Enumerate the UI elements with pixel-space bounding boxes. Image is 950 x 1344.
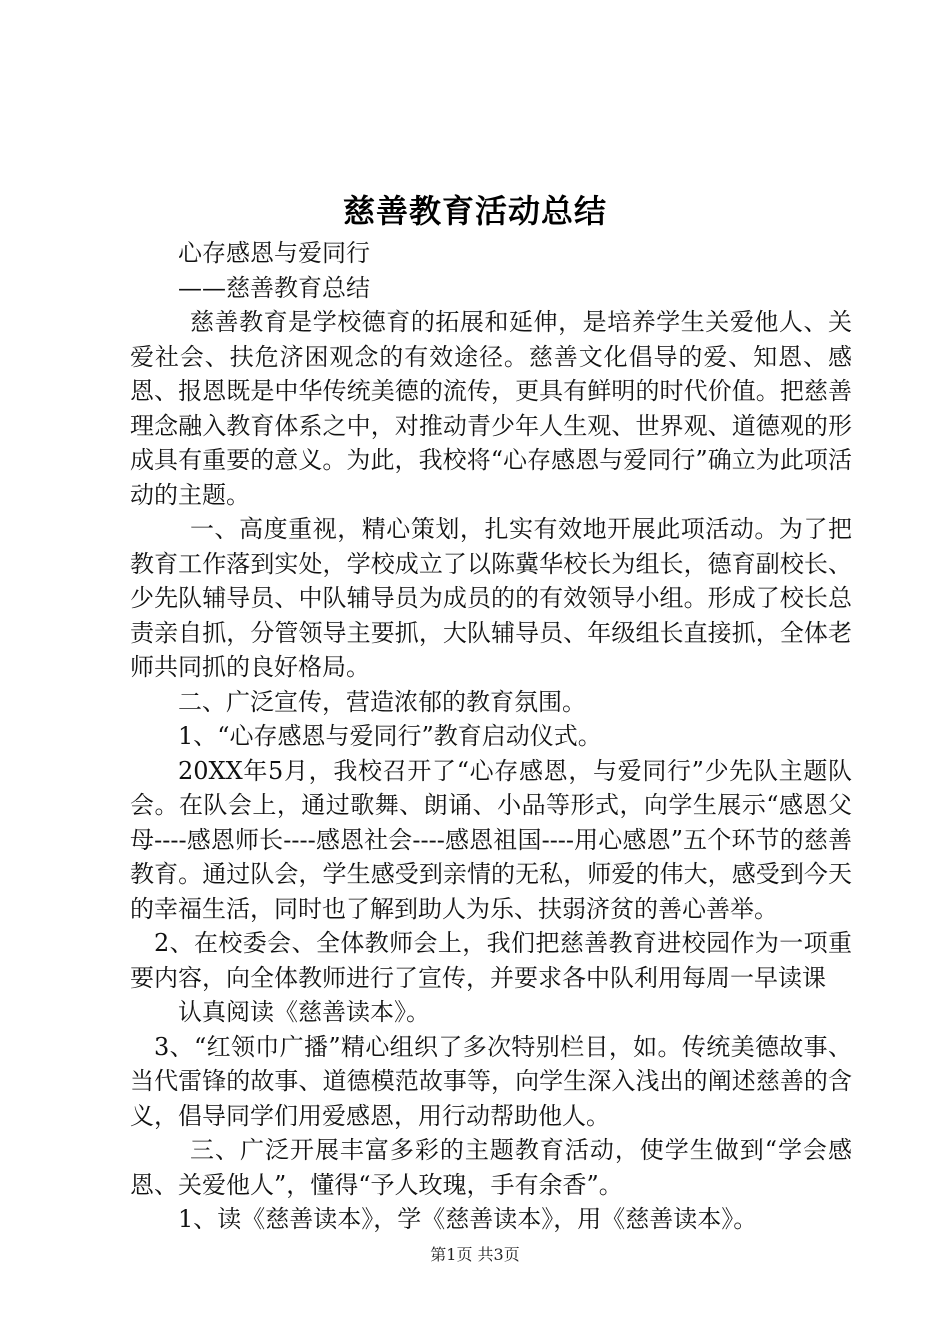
body-paragraph: 1、读《慈善读本》，学《慈善读本》，用《慈善读本》。 (178, 1205, 758, 1233)
body-paragraph: 认真阅读《慈善读本》。 (178, 998, 430, 1026)
body-paragraph: 慈善教育是学校德育的拓展和延伸，是培养学生关爱他人、关爱社会、扶危济困观念的有效途径。慈善文化倡导的爱、知恩、感恩、报恩既是中华传统美德的流传，更具有鲜明的时代价值。把慈善理念融入教育体系之中，对推动青少年人生观、世界观、道德观的形成具有重要的意义。为此，我校将“心存感恩与爱同行”确立为此项活动的主题。 (130, 308, 852, 509)
body-paragraph: 1、“心存感恩与爱同行”教育启动仪式。 (178, 722, 602, 750)
section-heading: 三、广泛开展丰富多彩的主题教育活动，使学生做到“学会感恩、关爱他人”，懂得“予人玫瑰，手有余香”。 (130, 1136, 852, 1199)
document-body (130, 236, 852, 1237)
body-paragraph: 2、在校委会、全体教师会上，我们把慈善教育进校园作为一项重要内容，向全体教师进行了宣传，并要求各中队利用每周一早读课 (130, 929, 852, 992)
page-footer: 第1页 共3页 (430, 1245, 520, 1264)
subtitle-line: 心存感恩与爱同行 (178, 239, 370, 267)
subtitle-line: ——慈善教育总结 (178, 273, 370, 302)
body-paragraph: 3、“红领巾广播”精心组织了多次特别栏目，如。传统美德故事、当代雷锋的故事、道德模范故事等，向学生深入浅出的阐述慈善的含义，倡导同学们用爱感恩，用行动帮助他人。 (130, 1032, 852, 1130)
body-paragraph: 一、高度重视，精心策划，扎实有效地开展此项活动。为了把教育工作落到实处，学校成立了以陈冀华校长为组长，德育副校长、少先队辅导员、中队辅导员为成员的的有效领导小组。形成了校长总责亲自抓，分管领导主要抓，大队辅导员、年级组长直接抓，全体老师共同抓的良好格局。 (130, 515, 852, 681)
body-paragraph: 20XX年5月，我校召开了“心存感恩，与爱同行”少先队主题队会。在队会上，通过歌舞、朗诵、小品等形式，向学生展示“感恩父母----感恩师长----感恩社会----感恩祖国----用心感恩”五个环节的慈善教育。通过队会，学生感受到亲情的无私，师爱的伟大，感受到今天的幸福生活，同时也了解到助人为乐、扶弱济贫的善心善举。 (130, 756, 852, 923)
section-heading: 二、广泛宣传，营造浓郁的教育氛围。 (178, 687, 586, 716)
document-title: 慈善教育活动总结 (342, 192, 607, 230)
